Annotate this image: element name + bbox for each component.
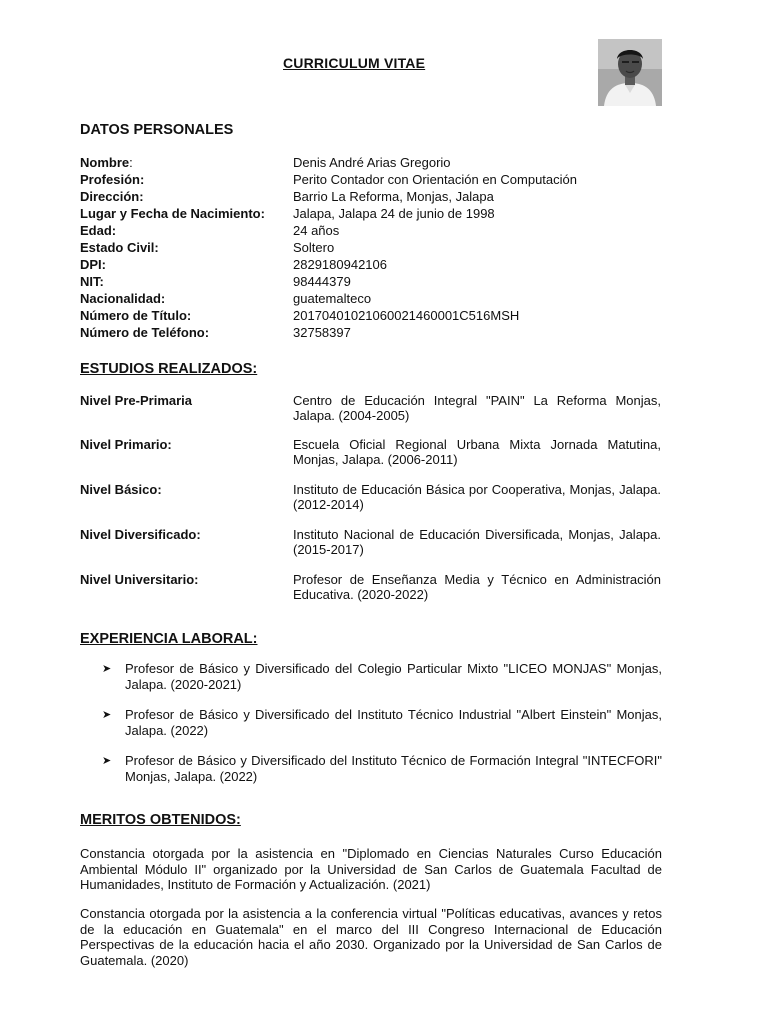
personal-row-phone — [80, 324, 662, 341]
personal-label: Número de Título: — [80, 308, 192, 323]
personal-value: Soltero — [293, 240, 335, 255]
personal-value: Denis André Arias Gregorio — [293, 155, 451, 170]
profile-photo-graphic — [598, 39, 662, 106]
personal-label: Número de Teléfono: — [80, 325, 210, 340]
study-value: Instituto de Educación Básica por Cooperativa, Monjas, Jalapa. (2012-2014) — [293, 482, 661, 512]
study-label: Nivel Primario: — [80, 437, 172, 452]
personal-data-heading: DATOS PERSONALES — [80, 122, 234, 138]
personal-value: 20170401021060021460001C516MSH — [293, 308, 520, 323]
study-value: Instituto Nacional de Educación Diversificada, Monjas, Jalapa. (2015-2017) — [293, 527, 661, 557]
experience-text: Profesor de Básico y Diversificado del Instituto Técnico de Formación Integral "INTECFORI" Monjas, Jalapa. (2022) — [125, 753, 662, 784]
list-item — [102, 753, 662, 785]
study-label: Nivel Diversificado: — [80, 527, 201, 542]
experience-text: Profesor de Básico y Diversificado del Instituto Técnico Industrial "Albert Einstein" Monjas, Jalapa. (2022) — [125, 707, 662, 738]
studies-heading: ESTUDIOS REALIZADOS: — [80, 361, 258, 377]
personal-label: DPI: — [80, 257, 106, 272]
personal-value: 24 años — [293, 223, 340, 238]
study-value: Escuela Oficial Regional Urbana Mixta Jornada Matutina, Monjas, Jalapa. (2006-2011) — [293, 437, 661, 467]
merits-heading: MERITOS OBTENIDOS: — [80, 812, 241, 828]
arrowhead-bullet-icon: ➤ — [102, 663, 112, 675]
personal-label-suffix: : — [129, 155, 133, 170]
personal-row-dpi — [80, 256, 662, 273]
merit-paragraph: Constancia otorgada por la asistencia en "Diplomado en Ciencias Naturales Curso Educación Ambiental Módulo II" organizado por la Universidad de San Carlos de Guatemala Facultad de Humanidades, Instituto de Formación y Actualización. (2021) — [80, 846, 662, 892]
personal-value: 32758397 — [293, 325, 351, 340]
personal-row-nit — [80, 273, 662, 290]
arrowhead-bullet-icon: ➤ — [102, 755, 112, 767]
personal-value: Jalapa, Jalapa 24 de junio de 1998 — [293, 206, 495, 221]
study-label: Nivel Pre-Primaria — [80, 393, 193, 408]
personal-data-list — [80, 154, 662, 341]
personal-row-title-number — [80, 307, 662, 324]
personal-value: Barrio La Reforma, Monjas, Jalapa — [293, 189, 494, 204]
list-item — [102, 661, 662, 693]
study-value: Centro de Educación Integral "PAIN" La Reforma Monjas, Jalapa. (2004-2005) — [293, 393, 661, 423]
personal-value: guatemalteco — [293, 291, 372, 306]
personal-row-profession — [80, 171, 662, 188]
experience-text: Profesor de Básico y Diversificado del Colegio Particular Mixto "LICEO MONJAS" Monjas, Jalapa. (2020-2021) — [125, 661, 662, 692]
personal-label: Edad: — [80, 223, 117, 238]
study-label: Nivel Básico: — [80, 482, 162, 497]
list-item — [102, 707, 662, 739]
study-row-university — [80, 572, 661, 602]
experience-list — [102, 661, 662, 799]
study-row-diversified — [80, 527, 661, 557]
personal-label: Nombre — [80, 155, 130, 170]
personal-row-civil-status — [80, 239, 662, 256]
document-title: CURRICULUM VITAE — [283, 55, 426, 71]
personal-row-age — [80, 222, 662, 239]
personal-value: 2829180942106 — [293, 257, 387, 272]
experience-heading: EXPERIENCIA LABORAL: — [80, 631, 258, 647]
study-row-primary — [80, 437, 661, 467]
personal-row-birth — [80, 205, 662, 222]
personal-label: Lugar y Fecha de Nacimiento: — [80, 206, 265, 221]
personal-value: Perito Contador con Orientación en Computación — [293, 172, 577, 187]
study-value: Profesor de Enseñanza Media y Técnico en Administración Educativa. (2020-2022) — [293, 572, 661, 602]
profile-photo — [598, 39, 662, 106]
personal-row-address — [80, 188, 662, 205]
personal-label: Dirección: — [80, 189, 144, 204]
merit-paragraph: Constancia otorgada por la asistencia a la conferencia virtual "Políticas educativas, avances y retos de la educación en Guatemala" en el marco del III Congreso Internacional de Educación Perspectivas de la educación hacia el año 2030. Organizado por la Universidad de San Carlos de Guatemala. (2020) — [80, 906, 662, 968]
personal-label: NIT: — [80, 274, 104, 289]
personal-label: Profesión: — [80, 172, 145, 187]
personal-value: 98444379 — [293, 274, 351, 289]
personal-label: Nacionalidad: — [80, 291, 166, 306]
study-row-basic — [80, 482, 661, 512]
personal-label: Estado Civil: — [80, 240, 159, 255]
study-row-preprimary — [80, 393, 661, 423]
study-label: Nivel Universitario: — [80, 572, 199, 587]
personal-row-nationality — [80, 290, 662, 307]
personal-row-name — [80, 154, 662, 171]
arrowhead-bullet-icon: ➤ — [102, 709, 112, 721]
